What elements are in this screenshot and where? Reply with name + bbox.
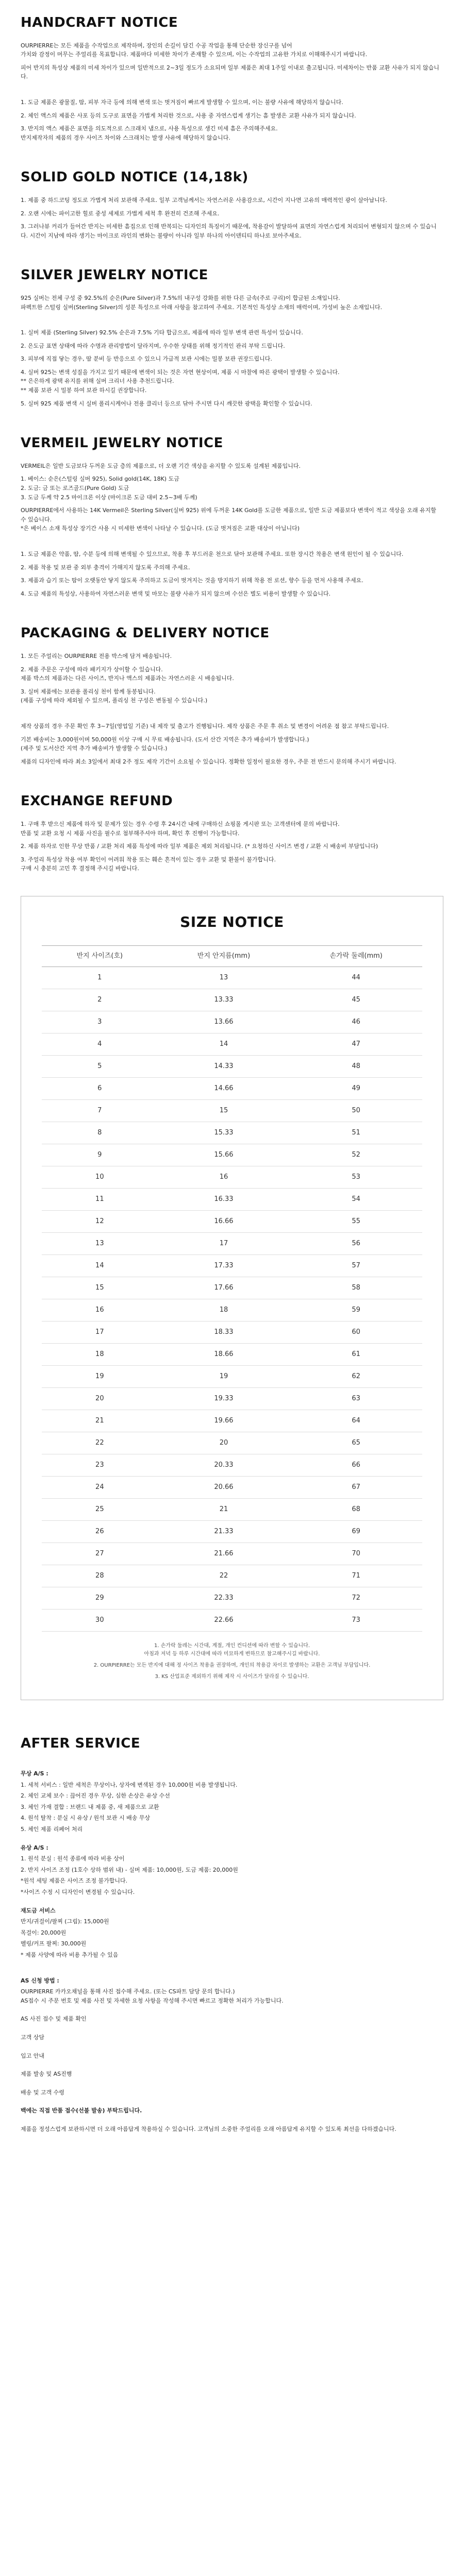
paid-as-item: *사이즈 수정 시 디자인이 변경될 수 있습니다. bbox=[21, 1889, 135, 1895]
inner-diameter-cell: 15 bbox=[158, 1100, 290, 1122]
table-row bbox=[42, 1366, 422, 1388]
table-row bbox=[42, 1477, 422, 1499]
exchange-item: 2. 제품 하자로 인한 무상 반품 / 교환 처리 제품 특성에 따라 일부 제품은 제외 처리됩니다. (* 요청하신 사이즈 변경 / 교환 시 배송비 부담입니다) bbox=[21, 843, 378, 850]
finger-circumference-cell: 51 bbox=[290, 1122, 422, 1144]
table-row bbox=[42, 1410, 422, 1432]
handcraft-item: 2. 체인 액스의 제품은 사포 등의 도구로 표면을 가볍게 처리한 것으로, 사용 중 자연스럽게 생기는 흠 발생은 교환 사유가 되지 않습니다. bbox=[21, 112, 356, 119]
after-service-section bbox=[0, 1733, 464, 2133]
free-as-item: 3. 체인 가재 결합 : 브랜드 내 제품 중, 새 제품으로 교환 bbox=[21, 1803, 159, 1810]
paid-as-title: 유상 A/S : bbox=[21, 1844, 48, 1851]
vermeil-title: VERMEIL JEWELRY NOTICE bbox=[21, 435, 223, 451]
size-note: 2. OURPIERRE는 모든 반지에 대해 정 사이즈 착용을 권장하며, 개인의 착용감 차이로 발생하는 교환은 고객님 부담입니다. bbox=[93, 1663, 371, 1669]
packaging-title: PACKAGING & DELIVERY NOTICE bbox=[21, 625, 270, 641]
ring-size-cell: 2 bbox=[42, 989, 158, 1011]
vermeil-item: 3. 제품과 습기 또는 땀이 오랫동안 닿지 않도록 주의하고 도금이 벗겨지는 것을 방지하기 위해 착용 전 로션, 향수 등을 먼저 사용해 주세요. bbox=[21, 577, 363, 584]
free-as-item: 1. 세척 서비스 : 일반 세척은 무상이나, 상자에 변색된 경우 10,000원 비용 발생됩니다. bbox=[21, 1781, 238, 1788]
header-ring-size: 반지 사이즈(호) bbox=[42, 945, 158, 967]
free-as-item: 4. 원석 탈착 : 분실 시 유상 / 원석 보관 시 배송 무상 bbox=[21, 1815, 151, 1822]
as-closing: 제품을 정성스럽게 보관하시면 더 오래 아름답게 착용하실 수 있습니다. 고객님의 소중한 주얼리를 오래 아름답게 유지할 수 있도록 최선을 다하겠습니다. bbox=[21, 2125, 396, 2132]
silver-item: 2. 은도금 표면 상태에 따라 수명과 관리방법이 달라지며, 우수한 상태를 위해 정기적인 관리 부탁 드립니다. bbox=[21, 342, 285, 349]
inner-diameter-cell: 15.66 bbox=[158, 1144, 290, 1166]
handcraft-intro: OURPIERRE는 모든 제품을 수작업으로 제작하며, 장인의 손길이 담긴 수공 작업을 통해 단순한 장신구를 넘어 가치와 감정이 머무는 주얼리를 목표합니다. 제품마다 미세한 차이가 존재할 수 있으며, 이는 수작업의 고유한 가치로 이해해주시기 바랍니다. bbox=[21, 42, 368, 58]
handcraft-title: HANDCRAFT NOTICE bbox=[21, 15, 178, 30]
finger-circumference-cell: 71 bbox=[290, 1565, 422, 1587]
ring-size-cell: 1 bbox=[42, 967, 158, 989]
ring-size-cell: 3 bbox=[42, 1011, 158, 1033]
delivery-text: 제품의 디자인에 따라 최소 3일에서 최대 2주 정도 제작 기간이 소요될 수 있습니다. 정확한 일정이 필요한 경우, 주문 전 반드시 문의해 주시기 바랍니다. bbox=[21, 758, 396, 765]
silver-item: 3. 피부에 직접 닿는 경우, 땀 분비 등 반응으로 수 있으니 가급적 보관 시에는 밀봉 보관 권장드립니다. bbox=[21, 355, 272, 363]
finger-circumference-cell: 65 bbox=[290, 1432, 422, 1454]
finger-circumference-cell: 48 bbox=[290, 1056, 422, 1078]
ring-size-cell: 6 bbox=[42, 1078, 158, 1100]
as-process-title: AS 신청 방법 : bbox=[21, 1977, 59, 1984]
size-notes bbox=[42, 1642, 422, 1681]
vermeil-intro: VERMEIL은 일반 도금보다 두꺼운 도금 층의 제품으로, 더 오랜 기간 색상을 유지할 수 있도록 설계된 제품입니다. bbox=[21, 462, 301, 469]
solidgold-item: 1. 제품 중 하드코팅 정도로 가볍게 처리 보관해 주세요. 일부 고객님께서는 자연스러운 사용감으로, 시간이 지나면 고유의 매력적인 광이 살아납니다. bbox=[21, 196, 387, 204]
ring-size-cell: 20 bbox=[42, 1388, 158, 1410]
handcraft-item: 3. 반지의 액스 제품은 표면을 의도적으로 스크래치 냄으로, 사용 특성으로 생긴 미세 흠은 주의해주세요. 반지제작자의 제품의 경우 사이즈 차이와 스크래치는 발생 사유에 해당하지 않습니다. bbox=[21, 125, 278, 141]
table-row bbox=[42, 1144, 422, 1166]
table-row bbox=[42, 1056, 422, 1078]
exchange-item: 1. 구매 후 받으신 제품에 하자 및 문제가 있는 경우 수령 후 24시간 내에 구매하신 쇼핑몰 게시판 또는 고객센터에 문의 바랍니다. 반품 및 교환 요청 시 제품 사진을 필수로 첨부해주셔야 하며, 확인 후 진행이 가능합니다. bbox=[21, 820, 340, 837]
exchange-section bbox=[0, 791, 464, 873]
handcraft-item: 1. 도금 제품은 광물질, 땀, 피부 자극 등에 의해 변색 또는 벗겨짐이 빠르게 발생할 수 있으며, 이는 불량 사유에 해당하지 않습니다. bbox=[21, 98, 343, 106]
inner-diameter-cell: 16.66 bbox=[158, 1211, 290, 1233]
size-note: 3. KS 산업표준 제외하기 위해 제작 시 사이즈가 달라질 수 있습니다. bbox=[155, 1674, 309, 1680]
ring-size-cell: 19 bbox=[42, 1366, 158, 1388]
finger-circumference-cell: 60 bbox=[290, 1321, 422, 1344]
ring-size-cell: 17 bbox=[42, 1321, 158, 1344]
table-row bbox=[42, 1122, 422, 1144]
ring-size-cell: 5 bbox=[42, 1056, 158, 1078]
table-row bbox=[42, 1521, 422, 1543]
table-row bbox=[42, 1609, 422, 1632]
ring-size-cell: 4 bbox=[42, 1033, 158, 1056]
inner-diameter-cell: 13.33 bbox=[158, 989, 290, 1011]
finger-circumference-cell: 49 bbox=[290, 1078, 422, 1100]
ring-size-cell: 16 bbox=[42, 1299, 158, 1321]
finger-circumference-cell: 66 bbox=[290, 1454, 422, 1477]
replating-item: 반지/귀걸이/팔찌 (그림): 15,000원 bbox=[21, 1918, 109, 1925]
exchange-title: EXCHANGE REFUND bbox=[21, 793, 173, 809]
table-row bbox=[42, 1388, 422, 1410]
table-row bbox=[42, 1344, 422, 1366]
finger-circumference-cell: 55 bbox=[290, 1211, 422, 1233]
size-table bbox=[42, 945, 422, 1632]
table-row bbox=[42, 967, 422, 989]
finger-circumference-cell: 63 bbox=[290, 1388, 422, 1410]
delivery-text: 기본 배송비는 3,000원이며 50,000원 이상 구매 시 무료 배송됩니다. (도서 산간 지역은 추가 배송비가 발생합니다.) (제주 및 도서산간 지역 추가 배송비가 발생할 수 있습니다.) bbox=[21, 736, 309, 752]
inner-diameter-cell: 18 bbox=[158, 1299, 290, 1321]
as-process-step: 고객 상담 bbox=[21, 2033, 45, 2041]
silver-title: SILVER JEWELRY NOTICE bbox=[21, 267, 208, 283]
silver-intro: 925 실버는 전체 구성 중 92.5%의 순은(Pure Silver)과 7.5%의 내구성 강화를 위한 다른 금속(주로 구리)이 합금된 소재입니다. 파펙트한 스털링 실버(Sterling Silver)의 성분 특성으로 아래 사항을 참고하여 주세요. 기본적인 특성상 소재의 매력이며, 가성비 높은 소재입니다. bbox=[21, 294, 383, 311]
inner-diameter-cell: 17.66 bbox=[158, 1277, 290, 1299]
silver-item: 1. 실버 제품 (Sterling Silver) 92.5% 순은과 7.5% 기타 합금으로, 제품에 따라 일부 변색 관련 특성이 있습니다. bbox=[21, 329, 303, 336]
table-row bbox=[42, 1255, 422, 1277]
ring-size-cell: 7 bbox=[42, 1100, 158, 1122]
inner-diameter-cell: 14 bbox=[158, 1033, 290, 1056]
inner-diameter-cell: 20 bbox=[158, 1432, 290, 1454]
vermeil-item: 2. 제품 착용 및 보관 중 외부 충격이 가해지지 않도록 주의해 주세요. bbox=[21, 564, 190, 571]
solidgold-item: 3. 그러나뷰 커리가 들어간 반지는 미세한 흠집으로 인해 반복되는 디자인의 특징이기 때문에, 착용감이 발달하여 표면의 자연스럽게 처리되어 변형되지 않으며 수 있습니다. 시간이 지남에 따라 생기는 마이크로 라인의 변화는 불량이 아니라 일부 하나의 아이덴티티 하나로 보아주세요. bbox=[21, 223, 437, 239]
inner-diameter-cell: 21.66 bbox=[158, 1543, 290, 1565]
paid-as-item: 2. 반지 사이즈 조정 (1호수 상하 범위 내) - 실버 제품: 10,000원, 도금 제품: 20,000원 bbox=[21, 1866, 238, 1873]
silver-section bbox=[0, 265, 464, 408]
ring-size-cell: 10 bbox=[42, 1166, 158, 1189]
inner-diameter-cell: 22.33 bbox=[158, 1587, 290, 1609]
finger-circumference-cell: 70 bbox=[290, 1543, 422, 1565]
vermeil-item: 1. 도금 제품은 약품, 땀, 수분 등에 의해 변색될 수 있으므로, 착용 후 부드러운 천으로 닦아 보관해 주세요. 또한 장시간 착용은 변색 원인이 될 수 있습니다. bbox=[21, 551, 404, 557]
size-table-body bbox=[42, 967, 422, 1632]
as-process-step: 배송 및 고객 수령 bbox=[21, 2089, 64, 2096]
finger-circumference-cell: 72 bbox=[290, 1587, 422, 1609]
inner-diameter-cell: 14.33 bbox=[158, 1056, 290, 1078]
inner-diameter-cell: 19 bbox=[158, 1366, 290, 1388]
paid-as-item: *원석 세팅 제품은 사이즈 조정 불가합니다. bbox=[21, 1877, 128, 1885]
table-row bbox=[42, 1233, 422, 1255]
finger-circumference-cell: 61 bbox=[290, 1344, 422, 1366]
silver-item: 4. 실버 925는 변색 성질을 가지고 있기 때문에 변색이 되는 것은 자연 현상이며, 제품 시 마찰에 따른 광택이 발생할 수 있습니다. ** 은은하게 광택 유지를 위해 실버 크리너 사용 추천드립니다. ** 제품 보관 시 밀봉 하여 보관 하시길 권장합니다. bbox=[21, 368, 340, 394]
free-as-title: 무상 A/S : bbox=[21, 1770, 48, 1777]
inner-diameter-cell: 21.33 bbox=[158, 1521, 290, 1543]
inner-diameter-cell: 19.66 bbox=[158, 1410, 290, 1432]
ring-size-cell: 23 bbox=[42, 1454, 158, 1477]
as-process-step: AS 사진 접수 및 제품 확인 bbox=[21, 2015, 87, 2023]
inner-diameter-cell: 20.33 bbox=[158, 1454, 290, 1477]
inner-diameter-cell: 16 bbox=[158, 1166, 290, 1189]
table-row bbox=[42, 1211, 422, 1233]
header-finger-circumference: 손가락 둘레(mm) bbox=[290, 945, 422, 967]
ring-size-cell: 12 bbox=[42, 1211, 158, 1233]
finger-circumference-cell: 56 bbox=[290, 1233, 422, 1255]
exchange-item: 3. 주얼리 특성상 착용 여부 확인이 어려워 착용 또는 훼손 흔적이 있는 경우 교환 및 환불이 불가합니다. 구매 시 충분히 고민 후 결정해 주시길 바랍니다. bbox=[21, 856, 276, 872]
ring-size-cell: 8 bbox=[42, 1122, 158, 1144]
inner-diameter-cell: 15.33 bbox=[158, 1122, 290, 1144]
table-row bbox=[42, 1299, 422, 1321]
finger-circumference-cell: 69 bbox=[290, 1521, 422, 1543]
ring-size-cell: 29 bbox=[42, 1587, 158, 1609]
packaging-section bbox=[0, 623, 464, 766]
packaging-item: 2. 제품 주문은 구성에 따라 패키지가 상이할 수 있습니다. 제품 박스의 제품과는 다른 사이즈, 반지나 액스의 제품과는 자연스러운 시 배송됩니다. bbox=[21, 666, 234, 682]
table-row bbox=[42, 1454, 422, 1477]
handcraft-detail: 피어 반지의 특성상 제품의 미세 차이가 있으며 일반적으로 2~3일 정도가 소요되며 일부 제품은 최대 1주일 이내로 출고됩니다. 미세차이는 반품 교환 사유가 되지 않습니다. bbox=[21, 64, 439, 80]
after-service-title: AFTER SERVICE bbox=[21, 1736, 141, 1752]
table-row bbox=[42, 1587, 422, 1609]
finger-circumference-cell: 52 bbox=[290, 1144, 422, 1166]
table-row bbox=[42, 1499, 422, 1521]
vermeil-section bbox=[0, 433, 464, 598]
ring-size-cell: 30 bbox=[42, 1609, 158, 1632]
vermeil-spec: 1. 베이스: 순은(스털링 실버 925), Solid gold(14K, 18K) 도금 2. 도금: 금 또는 로즈골드(Pure Gold) 도금 3. 도금 두께 약 2.5 마이크론 이상 (마이크론 도금 대비 2.5~3배 두께) bbox=[21, 476, 197, 501]
table-row bbox=[42, 1078, 422, 1100]
solidgold-item: 2. 오랜 시에는 파이고한 힐로 중성 세제로 가볍게 세척 후 완전히 건조해 주세요. bbox=[21, 210, 220, 217]
vermeil-item: 4. 도금 제품의 특성상, 사용하여 자연스러운 변색 및 마모는 불량 사유가 되지 않으며 수선은 별도 비용이 발생할 수 있습니다. bbox=[21, 590, 331, 597]
finger-circumference-cell: 73 bbox=[290, 1609, 422, 1632]
inner-diameter-cell: 20.66 bbox=[158, 1477, 290, 1499]
table-row bbox=[42, 1011, 422, 1033]
ring-size-cell: 14 bbox=[42, 1255, 158, 1277]
as-warning: 백에는 직접 반품 접수(선불 발송) 부탁드립니다. bbox=[21, 2107, 142, 2114]
table-row bbox=[42, 1543, 422, 1565]
free-as-item: 2. 체인 교체 보수 : 끊어진 경우 무상, 심한 손상은 유상 수선 bbox=[21, 1792, 170, 1800]
ring-size-cell: 28 bbox=[42, 1565, 158, 1587]
as-process-intro: OURPIERRE 카카오채널을 통해 사진 접수해 주세요. (또는 CS파트 담당 문의 합니다.) AS접수 시 주문 번호 및 제품 사진 및 자세한 요청 사항을 작성해 주시면 빠르고 정확한 처리가 가능합니다. bbox=[21, 1988, 284, 2004]
inner-diameter-cell: 14.66 bbox=[158, 1078, 290, 1100]
table-row bbox=[42, 1033, 422, 1056]
ring-size-cell: 27 bbox=[42, 1543, 158, 1565]
ring-size-cell: 9 bbox=[42, 1144, 158, 1166]
finger-circumference-cell: 44 bbox=[290, 967, 422, 989]
table-row bbox=[42, 989, 422, 1011]
inner-diameter-cell: 18.33 bbox=[158, 1321, 290, 1344]
finger-circumference-cell: 54 bbox=[290, 1189, 422, 1211]
inner-diameter-cell: 21 bbox=[158, 1499, 290, 1521]
inner-diameter-cell: 17.33 bbox=[158, 1255, 290, 1277]
free-as-item: 5. 체인 제품 리페어 처리 bbox=[21, 1826, 83, 1833]
replating-title: 재도금 서비스 bbox=[21, 1907, 56, 1914]
inner-diameter-cell: 19.33 bbox=[158, 1388, 290, 1410]
table-row bbox=[42, 1166, 422, 1189]
packaging-item: 1. 모든 주얼리는 OURPIERRE 전용 박스에 담겨 배송됩니다. bbox=[21, 652, 172, 659]
finger-circumference-cell: 58 bbox=[290, 1277, 422, 1299]
inner-diameter-cell: 13 bbox=[158, 967, 290, 989]
finger-circumference-cell: 50 bbox=[290, 1100, 422, 1122]
finger-circumference-cell: 67 bbox=[290, 1477, 422, 1499]
table-row bbox=[42, 1432, 422, 1454]
table-row bbox=[42, 1321, 422, 1344]
header-inner-diameter: 반지 안지름(mm) bbox=[158, 945, 290, 967]
packaging-item: 3. 실버 제품에는 보관용 폴리싱 천이 함께 동봉됩니다. (제품 구성에 따라 제외될 수 있으며, 폴리싱 천 구성은 변동될 수 있습니다.) bbox=[21, 688, 208, 704]
replating-item: 목걸이: 20,000원 bbox=[21, 1929, 67, 1936]
finger-circumference-cell: 57 bbox=[290, 1255, 422, 1277]
inner-diameter-cell: 17 bbox=[158, 1233, 290, 1255]
ring-size-cell: 13 bbox=[42, 1233, 158, 1255]
table-row bbox=[42, 1565, 422, 1587]
inner-diameter-cell: 18.66 bbox=[158, 1344, 290, 1366]
inner-diameter-cell: 16.33 bbox=[158, 1189, 290, 1211]
finger-circumference-cell: 64 bbox=[290, 1410, 422, 1432]
finger-circumference-cell: 62 bbox=[290, 1366, 422, 1388]
inner-diameter-cell: 22 bbox=[158, 1565, 290, 1587]
finger-circumference-cell: 68 bbox=[290, 1499, 422, 1521]
ring-size-cell: 15 bbox=[42, 1277, 158, 1299]
replating-item: * 제품 사양에 따라 비용 추가될 수 있음 bbox=[21, 1951, 119, 1958]
table-row bbox=[42, 1100, 422, 1122]
finger-circumference-cell: 46 bbox=[290, 1011, 422, 1033]
size-notice-box bbox=[21, 896, 443, 1701]
size-title: SIZE NOTICE bbox=[180, 913, 284, 930]
paid-as-item: 1. 원석 분실 : 원석 종류에 따라 비용 상이 bbox=[21, 1855, 125, 1862]
finger-circumference-cell: 53 bbox=[290, 1166, 422, 1189]
table-row bbox=[42, 1277, 422, 1299]
solidgold-section bbox=[0, 167, 464, 240]
finger-circumference-cell: 45 bbox=[290, 989, 422, 1011]
silver-item: 5. 실버 925 제품 변색 시 실버 폴리시케어나 전용 클리너 등으로 닦아 주시면 다시 깨끗한 광택을 확인할 수 있습니다. bbox=[21, 400, 312, 407]
ring-size-cell: 26 bbox=[42, 1521, 158, 1543]
ring-size-cell: 11 bbox=[42, 1189, 158, 1211]
finger-circumference-cell: 59 bbox=[290, 1299, 422, 1321]
finger-circumference-cell: 47 bbox=[290, 1033, 422, 1056]
size-note: 1. 손가락 둘레는 시간대, 계절, 개인 컨디션에 따라 변할 수 있습니다. 아침과 저녁 등 하루 시간대에 따라 미묘하게 변하므로 참고해주시길 바랍니다. bbox=[144, 1643, 320, 1657]
ring-size-cell: 18 bbox=[42, 1344, 158, 1366]
table-row bbox=[42, 1189, 422, 1211]
solidgold-title: SOLID GOLD NOTICE (14,18k) bbox=[21, 170, 248, 185]
inner-diameter-cell: 13.66 bbox=[158, 1011, 290, 1033]
vermeil-note: OURPIERRE에서 사용하는 14K Vermeil은 Sterling Silver(실버 925) 위에 두꺼운 14K Gold를 도금한 제품으로, 일반 도금 제품보다 변색이 적고 색상을 오래 유지할 수 있습니다. *은 베이스 소재 특성상 장기간 사용 시 미세한 변색이 나타날 수 있습니다. (도금 벗겨짐은 교환 대상이 아닙니다) bbox=[21, 507, 436, 532]
replating-item: 벨링/커프 팔찌: 30,000원 bbox=[21, 1940, 87, 1947]
handcraft-section bbox=[0, 0, 464, 142]
as-process-step: 입고 안내 bbox=[21, 2052, 45, 2059]
delivery-text: 제작 상품의 경우 주문 확인 후 3~7일(영업일 기준) 내 제작 및 출고가 진행됩니다. 제작 상품은 주문 후 취소 및 변경이 어려운 점 참고 부탁드립니다. bbox=[21, 722, 389, 730]
ring-size-cell: 25 bbox=[42, 1499, 158, 1521]
ring-size-cell: 21 bbox=[42, 1410, 158, 1432]
ring-size-cell: 24 bbox=[42, 1477, 158, 1499]
inner-diameter-cell: 22.66 bbox=[158, 1609, 290, 1632]
size-table-header bbox=[42, 945, 422, 967]
ring-size-cell: 22 bbox=[42, 1432, 158, 1454]
as-process-step: 제품 발송 및 AS진행 bbox=[21, 2071, 72, 2078]
